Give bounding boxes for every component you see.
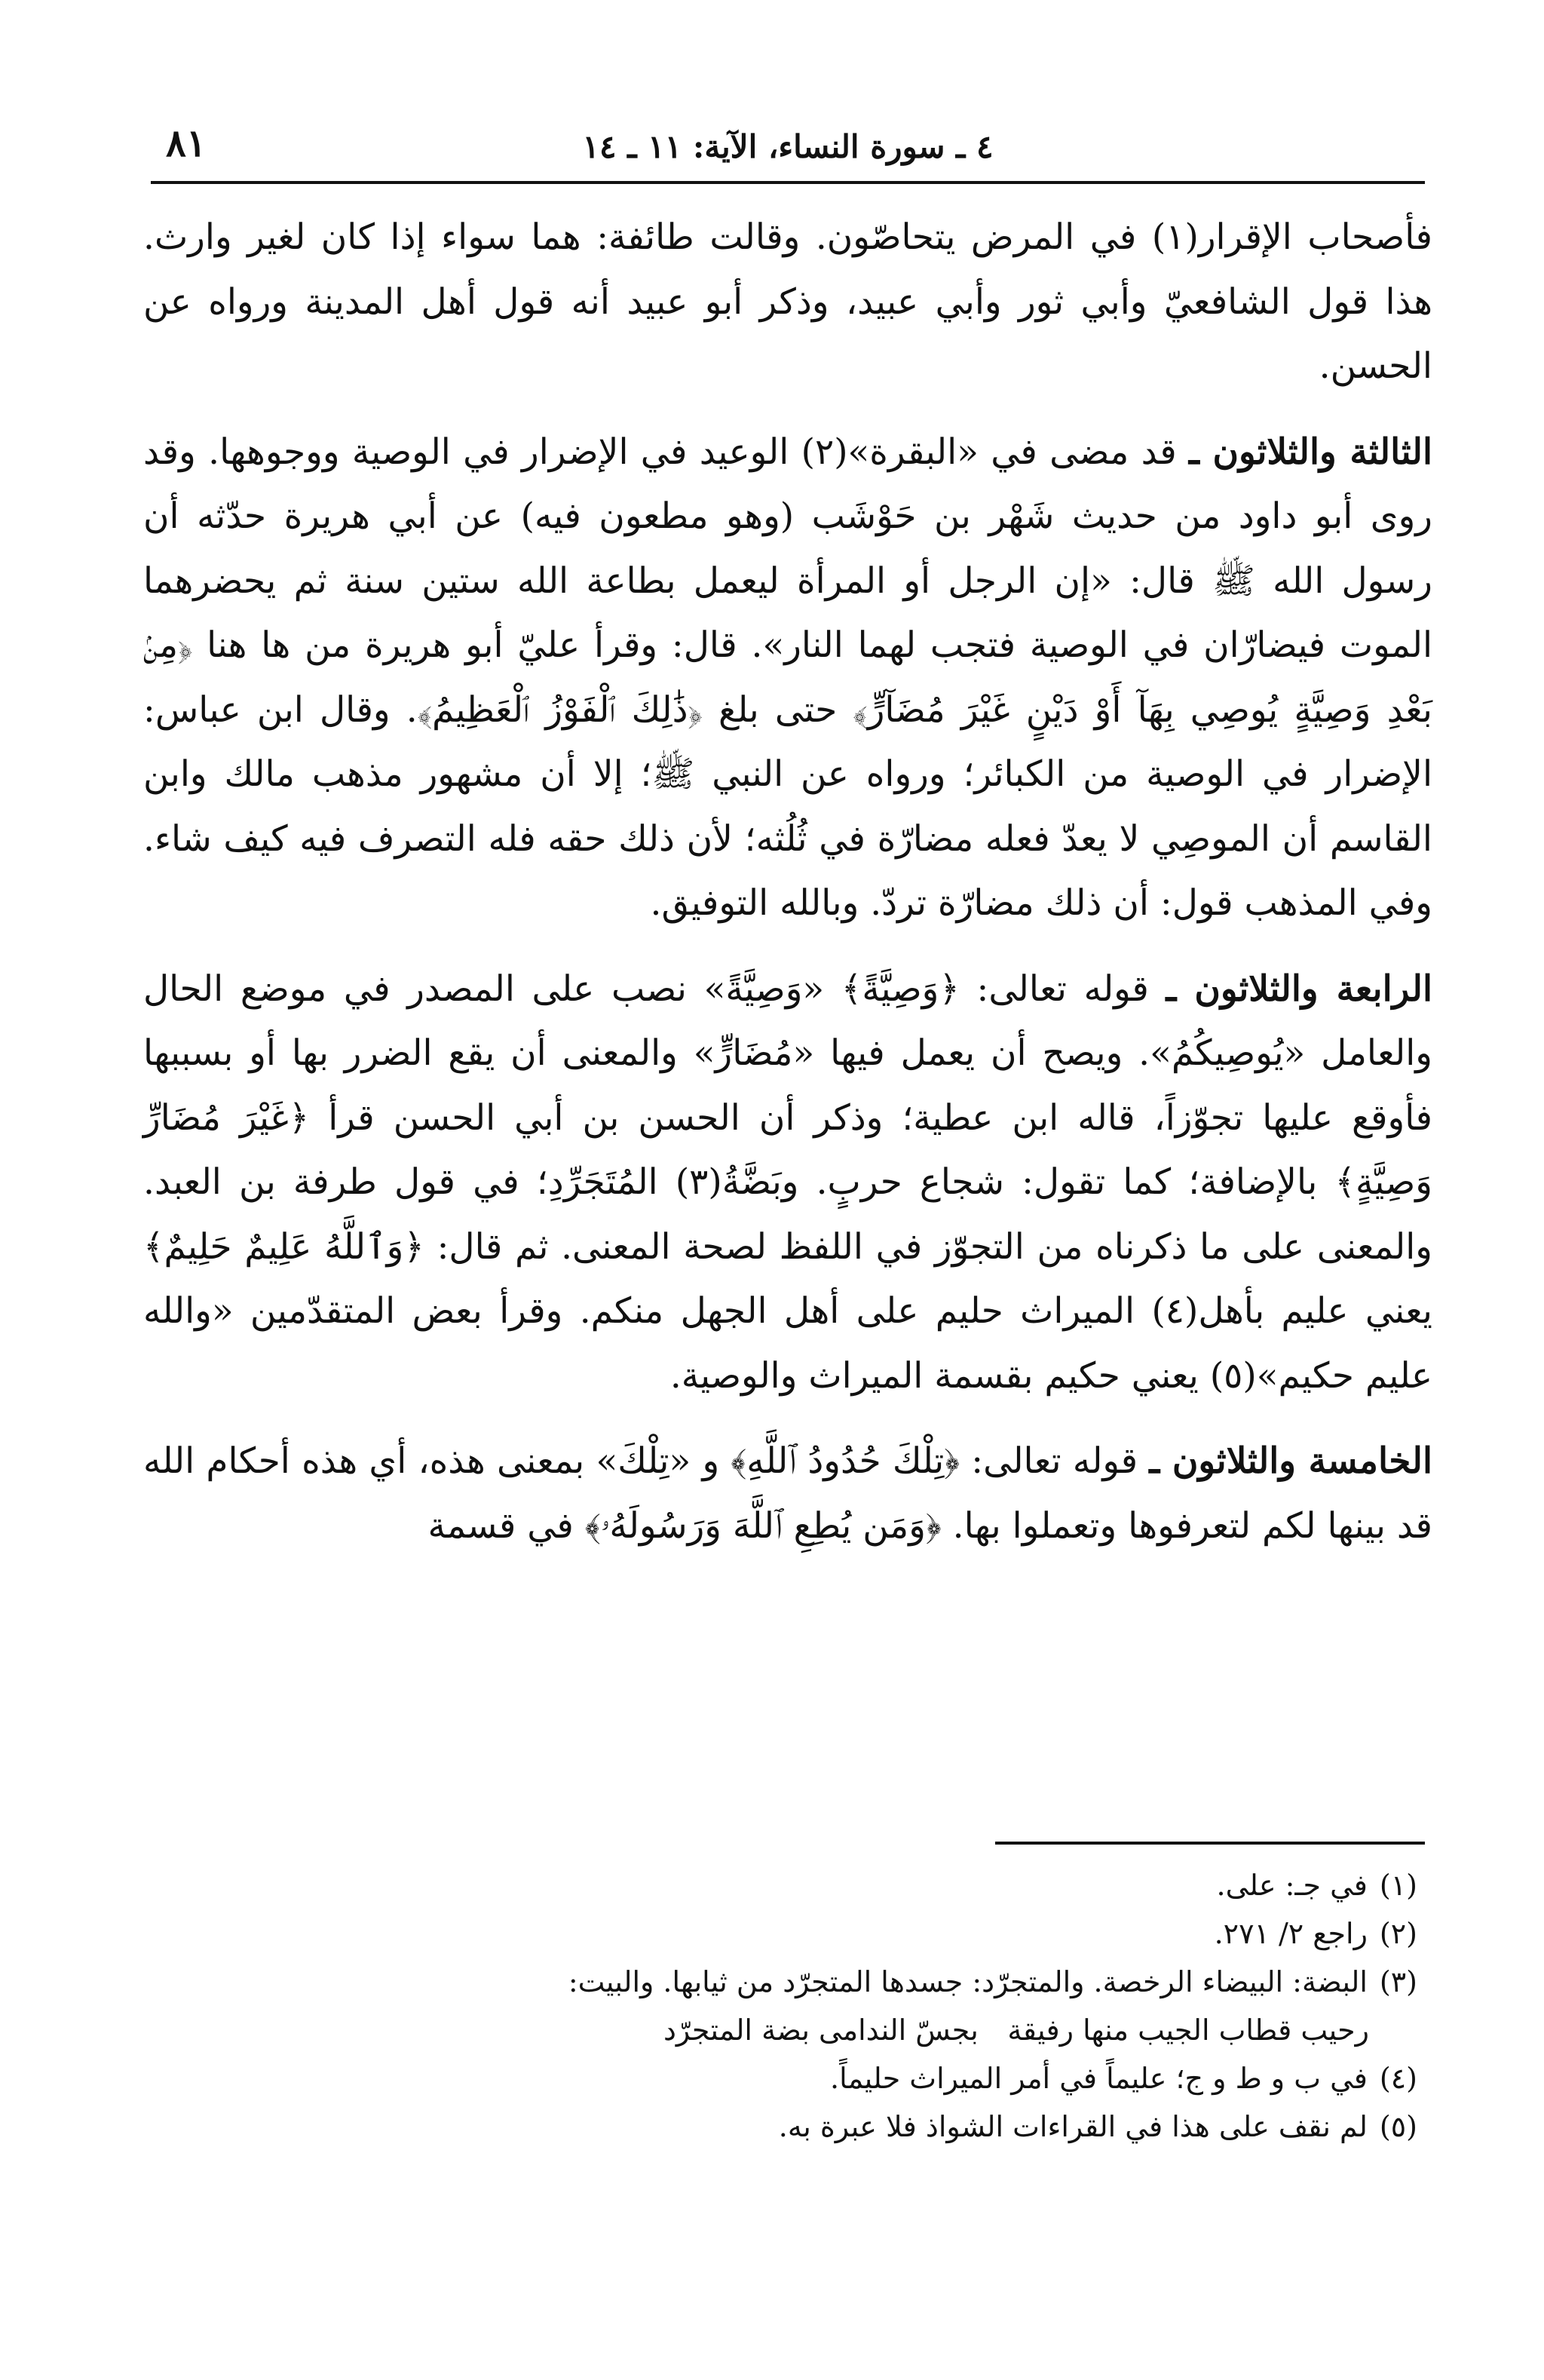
section-heading: الخامسة والثلاثون ـ: [1149, 1440, 1432, 1482]
footnote-text: راجع ٢/ ٢٧١.: [1214, 1917, 1368, 1950]
footnote: [648, 2102, 1417, 2151]
verse-first-hemistich: رحيب قطاب الجيب منها رفيقة: [1007, 2013, 1369, 2047]
footnote-number: (٥): [1379, 2110, 1417, 2143]
footnote: [648, 2054, 1417, 2102]
footnote-text: البضة: البيضاء الرخصة. والمتجرّد: جسدها المتجرّد من ثيابها. والبيت:: [568, 1965, 1368, 1998]
verse-second-hemistich: بجسّ الندامى بضة المتجرّد: [663, 2013, 979, 2047]
main-text: [143, 205, 1432, 1558]
footnote-number: (٤): [1379, 2062, 1417, 2095]
section-heading: الرابعة والثلاثون ـ: [1166, 968, 1432, 1010]
paragraph: [143, 420, 1432, 936]
footnote-divider: [995, 1842, 1425, 1845]
footnote-number: (٢): [1379, 1917, 1417, 1950]
poetry-verse: [648, 2006, 1417, 2054]
page-number: ٨١: [166, 121, 207, 165]
footnotes: [568, 1861, 1417, 2151]
footnote: [648, 1909, 1417, 1958]
paragraph-text: قد مضى في «البقرة»(٢) الوعيد في الإضرار في الوصية ووجوهها. وقد روى أبو داود من حديث شَهْر بن حَوْشَب (وهو مطعون فيه) عن أبي هريرة حدّثه أن رسول الله ﷺ قال: «إن الرجل أو المرأة ليعمل بطاعة الله ستين سنة ثم يحضرهما الموت فيضارّان في الوصية فتجب لهما النار». قال: وقرأ عليّ أبو هريرة من ها هنا ﴿مِنۢ بَعْدِ وَصِيَّةٍ يُوصِي بِهَآ أَوْ دَيْنٍ غَيْرَ مُضَآرٍّ﴾ حتى بلغ ﴿ذَٰلِكَ ٱلْفَوْزُ ٱلْعَظِيمُ﴾. وقال ابن عباس: الإضرار في الوصية من الكبائر؛ ورواه عن النبي ﷺ؛ إلا أن مشهور مذهب مالك وابن القاسم أن الموصِي لا يعدّ فعله مضارّة في ثُلُثه؛ لأن ذلك حقه فله التصرف فيه كيف شاء. وفي المذهب قول: أن ذلك مضارّة تردّ. وبالله التوفيق.: [143, 431, 1432, 924]
footnote-number: (١): [1379, 1869, 1417, 1902]
footnote-text: في جـ: على.: [1216, 1869, 1368, 1902]
footnote: [568, 1958, 1417, 2006]
paragraph-text: فأصحاب الإقرار(١) في المرض يتحاصّون. وقالت طائفة: هما سواء إذا كان لغير وارث. هذا قول الشافعيّ وأبي ثور وأبي عبيد، وذكر أبو عبيد أنه قول أهل المدينة ورواه عن الحسن.: [143, 216, 1432, 387]
paragraph-text: قوله تعالى: ﴿تِلْكَ حُدُودُ ٱللَّهِ﴾ و «تِلْكَ» بمعنى هذه، أي هذه أحكام الله قد بينها لكم لتعرفوها وتعملوا بها. ﴿وَمَن يُطِعِ ٱللَّهَ وَرَسُولَهُۥ﴾ في قسمة: [143, 1440, 1432, 1547]
section-heading: الثالثة والثلاثون ـ: [1189, 431, 1433, 473]
paragraph: [143, 1429, 1432, 1558]
paragraph-text: قوله تعالى: ﴿وَصِيَّةً﴾ «وَصِيَّةً» نصب على المصدر في موضع الحال والعامل «يُوصِيكُمُ». ويصح أن يعمل فيها «مُضَارٍّ» والمعنى أن يقع الضرر بها أو بسببها فأوقع عليها تجوّزاً، قاله ابن عطية؛ وذكر أن الحسن بن أبي الحسن قرأ ﴿غَيْرَ مُضَارِّ وَصِيَّةٍ﴾ بالإضافة؛ كما تقول: شجاع حربٍ. وبَضَّةُ(٣) المُتَجَرِّدِ؛ في قول طرفة بن العبد. والمعنى على ما ذكرناه من التجوّز في اللفظ لصحة المعنى. ثم قال: ﴿وَٱللَّهُ عَلِيمٌ حَلِيمٌ﴾ يعني عليم بأهل(٤) الميراث حليم على أهل الجهل منكم. وقرأ بعض المتقدّمين «والله عليم حكيم»(٥) يعني حكيم بقسمة الميراث والوصية.: [143, 968, 1432, 1397]
paragraph: [143, 957, 1432, 1409]
footnote-number: (٣): [1379, 1965, 1417, 1998]
running-head: ٤ ـ سورة النساء، الآية: ١١ ـ ١٤: [582, 128, 994, 165]
footnote-text: في ب و ط و ج؛ عليماً في أمر الميراث حليماً.: [830, 2062, 1368, 2095]
footnote: [648, 1861, 1417, 1909]
page-header: [151, 121, 1425, 184]
footnote-text: لم نقف على هذا في القراءات الشواذ فلا عبرة به.: [778, 2110, 1368, 2143]
paragraph: [143, 205, 1432, 399]
